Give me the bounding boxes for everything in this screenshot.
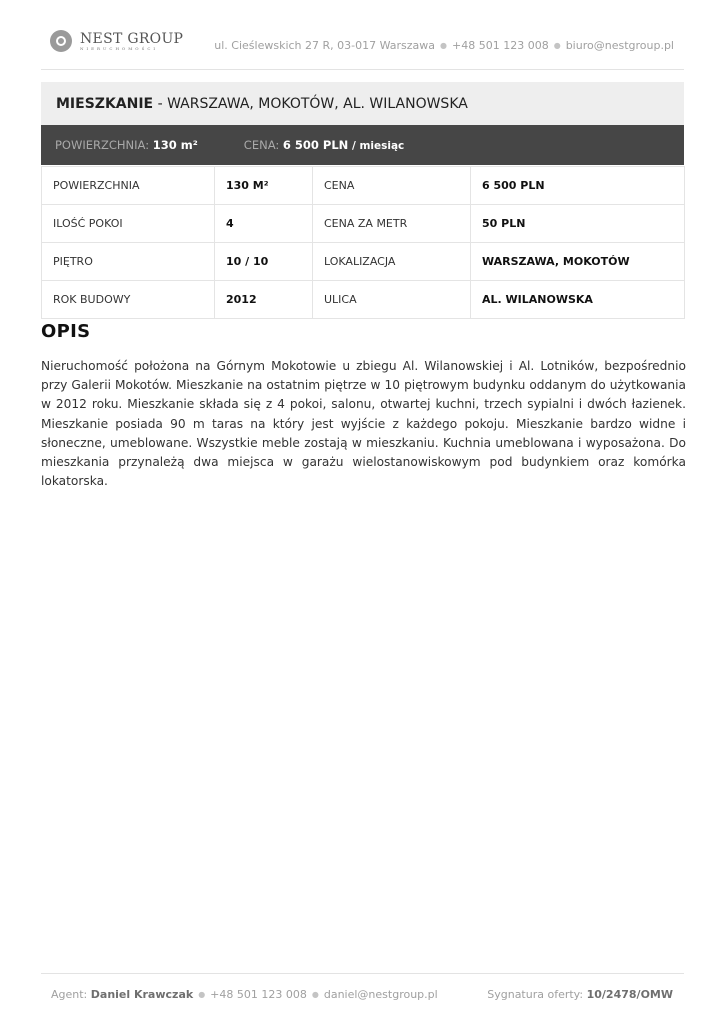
logo-icon <box>50 30 72 52</box>
company-contact <box>214 39 674 52</box>
param-label: CENA <box>313 167 471 205</box>
table-row <box>42 243 685 281</box>
logo-subtitle: NIERUCHOMOŚCI <box>80 45 158 51</box>
company-email[interactable]: biuro@nestgroup.pl <box>565 39 674 52</box>
logo-text <box>80 32 183 51</box>
agent-phone[interactable]: +48 501 123 008 <box>210 988 307 1001</box>
page-header <box>41 28 684 68</box>
param-label: ILOŚĆ POKOI <box>42 205 215 243</box>
bullet-icon: ● <box>311 990 319 999</box>
listing-location: - WARSZAWA, MOKOTÓW, AL. WILANOWSKA <box>153 96 468 112</box>
agent-email[interactable]: daniel@nestgroup.pl <box>323 988 438 1001</box>
table-row <box>42 205 685 243</box>
param-label: ULICA <box>313 281 471 319</box>
description-title: OPIS <box>41 321 91 342</box>
description-text: Nieruchomość położona na Górnym Mokotowie u zbiegu Al. Wilanowskiej i Al. Lotników, bezpośrednio przy Galerii Mokotów. Mieszkanie na ostatnim piętrze w 10 piętrowym budynku oddanym do użytkowania w 2012 roku. Mieszkanie składa się z 4 pokoi, salonu, otwartej kuchni, trzech sypialni i dwóch łazienek. Mieszkanie posiada 90 m taras na który jest wyjście z każdego pokoju. Mieszkanie bardzo widne i słoneczne, umeblowane. Wszystkie meble zostają w mieszkaniu. Kuchnia umeblowana i wyposażona. Do mieszkania przynależą dwa miejsca w garażu wielostanowiskowym pod budynkiem oraz komórka lokatorska. <box>41 359 686 489</box>
bullet-icon: ● <box>553 41 561 50</box>
bullet-icon: ● <box>440 41 448 50</box>
summary-area-label: POWIERZCHNIA: <box>55 138 150 152</box>
summary-price-period: / miesiąc <box>351 140 405 152</box>
logo-name: NEST GROUP <box>80 30 184 47</box>
table-row <box>42 281 685 319</box>
summary-area-value: 130 m² <box>152 138 198 152</box>
company-phone[interactable]: +48 501 123 008 <box>452 39 549 52</box>
param-value: 2012 <box>215 281 313 319</box>
offer-signature <box>487 988 673 1001</box>
param-label: POWIERZCHNIA <box>42 167 215 205</box>
param-value: 130 M² <box>215 167 313 205</box>
param-value: AL. WILANOWSKA <box>471 281 685 319</box>
signature-label: Sygnatura oferty: <box>487 988 584 1001</box>
company-address: ul. Cieślewskich 27 R, 03-017 Warszawa <box>214 39 436 52</box>
summary-price-value: 6 500 PLN <box>282 138 349 152</box>
parameters-table <box>41 166 685 319</box>
company-logo[interactable] <box>50 30 183 52</box>
summary-price-label: CENA: <box>243 138 280 152</box>
agent-label: Agent: <box>51 988 88 1001</box>
param-value: 50 PLN <box>471 205 685 243</box>
param-label: ROK BUDOWY <box>42 281 215 319</box>
bullet-icon: ● <box>198 990 206 999</box>
agent-name: Daniel Krawczak <box>90 988 194 1001</box>
listing-type: MIESZKANIE <box>56 96 154 112</box>
listing-summary-bar <box>41 125 684 165</box>
param-value: 10 / 10 <box>215 243 313 281</box>
listing-title <box>41 82 684 125</box>
agent-info <box>51 988 438 1001</box>
param-value: WARSZAWA, MOKOTÓW <box>471 243 685 281</box>
param-value: 4 <box>215 205 313 243</box>
param-label: CENA ZA METR <box>313 205 471 243</box>
table-row <box>42 167 685 205</box>
param-value: 6 500 PLN <box>471 167 685 205</box>
footer-divider <box>41 973 684 974</box>
param-label: LOKALIZACJA <box>313 243 471 281</box>
param-label: PIĘTRO <box>42 243 215 281</box>
signature-value: 10/2478/OMW <box>586 988 673 1001</box>
header-divider <box>41 69 684 70</box>
